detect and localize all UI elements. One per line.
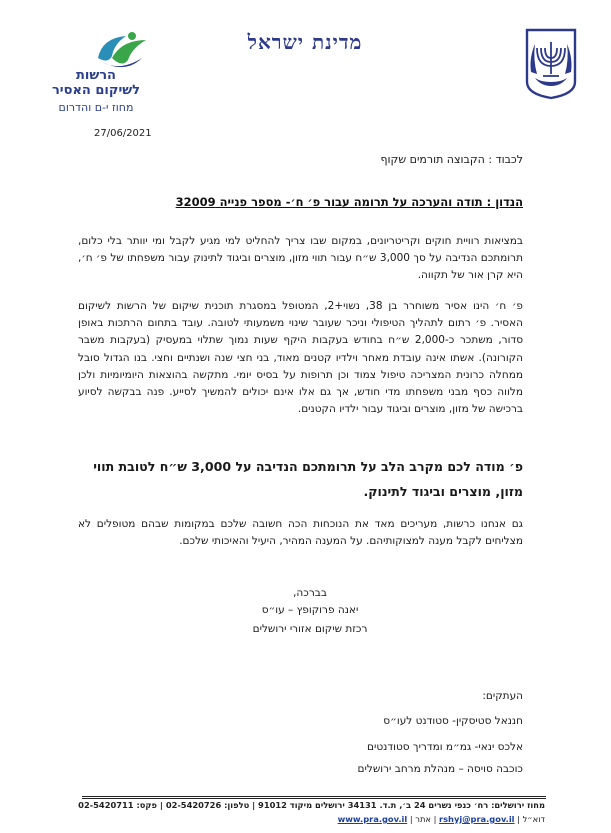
menorah-emblem-icon (521, 28, 581, 100)
signature-name: יאנה פרוקופץ – עו״ס (261, 604, 359, 616)
authority-name-line2: לשיקום האסיר (51, 83, 141, 98)
body-paragraph-1: במציאות רוויית חוקים וקריטריונים, במקום שבו צריך להחליט למי מגיע לקבל ומי יוותר בלי כלום, תרומתכם הנדיבה על סך 3,000 ש״ח עבור תווי מזון, מוצרים וביגוד לתינוק עבור משפחתו של פ׳ ח׳, היא קרן אור של תקווה. (78, 235, 523, 282)
thanks-paragraph: פ׳ מודה לכם מקרב הלב על תרומתכם הנדיבה על 3,000 ש״ח לטובת תווי מזון, מוצרים וביגוד לתינוק. (93, 459, 523, 499)
signature-title: רכזת שיקום אזורי ירושלים (252, 623, 368, 635)
authority-district: מחוז י-ם והדרום (58, 101, 134, 114)
state-name: מדינת ישראל (247, 30, 363, 54)
recipient-line: לכבוד : הקבוצה תורמים שקוף (380, 153, 523, 166)
copy-recipient: כוכבה סויסה – מנהלת מרחב ירושלים (357, 763, 523, 775)
copy-recipient: חננאל סטיסקין- סטודנט לעו״ס (383, 715, 523, 727)
footer-contact: דוא״ל | rshyj@pra.gov.il | אתר | www.pra.gov.il (337, 814, 545, 824)
footer-site-link[interactable]: www.pra.gov.il (337, 814, 408, 824)
footer-site-label: אתר (415, 814, 431, 824)
authority-name (40, 68, 152, 98)
body-paragraph-2: פ׳ ח׳ הינו אסיר משוחרר בן 38, נשוי+2, המטופל במסגרת תוכנית שיקום של הרשות לשיקום האסיר. פ׳ רתום לתהליך הטיפולי וניכר שעובר שינוי משמעותי לטובה. עובד בתחום הרתכות באופן סדור, משתכר כ-2,000 ש״ח בחודש בעקבות היקף שעות נמוך שתלוי במעסיק (בעקבות משבר הקורונה). אשתו אינה עובדת מאחר וילדיו קטנים מאוד, בני חצי שנה ושנתיים וחצי. בנו הגדול סובל ממחלה כרונית המצריכה טיפול צמוד וכן תרופות על בסיס יומי. מתקשה בהוצאות היומיומיות ולכן מלווה כסף מבני משפחתו מדי חודש, אך גם אלו אינם יכולים להמשיך לסייע. פנה בבקשה לסיוע ברכישה של מזון, מוצרים וביגוד עבור ילדיו הקטנים. (78, 300, 524, 416)
footer-address: מחוז ירושלים: רח׳ כנפי נשרים 24 ב׳, ת.ד. 34131 ירושלים מיקוד 91012 | טלפון: 02-5420726 | פקס: 02-5420711 (78, 800, 545, 810)
body-paragraph-3: גם אנחנו כרשות, מעריכים מאד את הנוכחות הכה חשובה שלכם במקומות שבהם מטופלים לא מצליחים לקבל מענה למצוקותיהם. על המענה המהיר, היעיל והאיכותי שלכם. (78, 518, 523, 548)
authority-name-line1: הרשות (76, 68, 116, 83)
signature-greeting: בברכה, (293, 587, 327, 599)
footer-email-link[interactable]: rshyj@pra.gov.il (439, 814, 515, 824)
letter-date: 27/06/2021 (94, 128, 152, 139)
footer-divider (82, 796, 546, 797)
copies-label: העתקים: (482, 690, 523, 702)
copy-recipient: אלכס ינאי- גמ״מ ומדריך סטודנטים (367, 741, 523, 753)
footer-divider (82, 798, 546, 799)
subject-line: הנדון : תודה והערכה על תרומה עבור פ׳ ח׳- מספר פנייה 32009 (175, 195, 523, 209)
footer-email-label: דוא״ל (522, 814, 545, 824)
